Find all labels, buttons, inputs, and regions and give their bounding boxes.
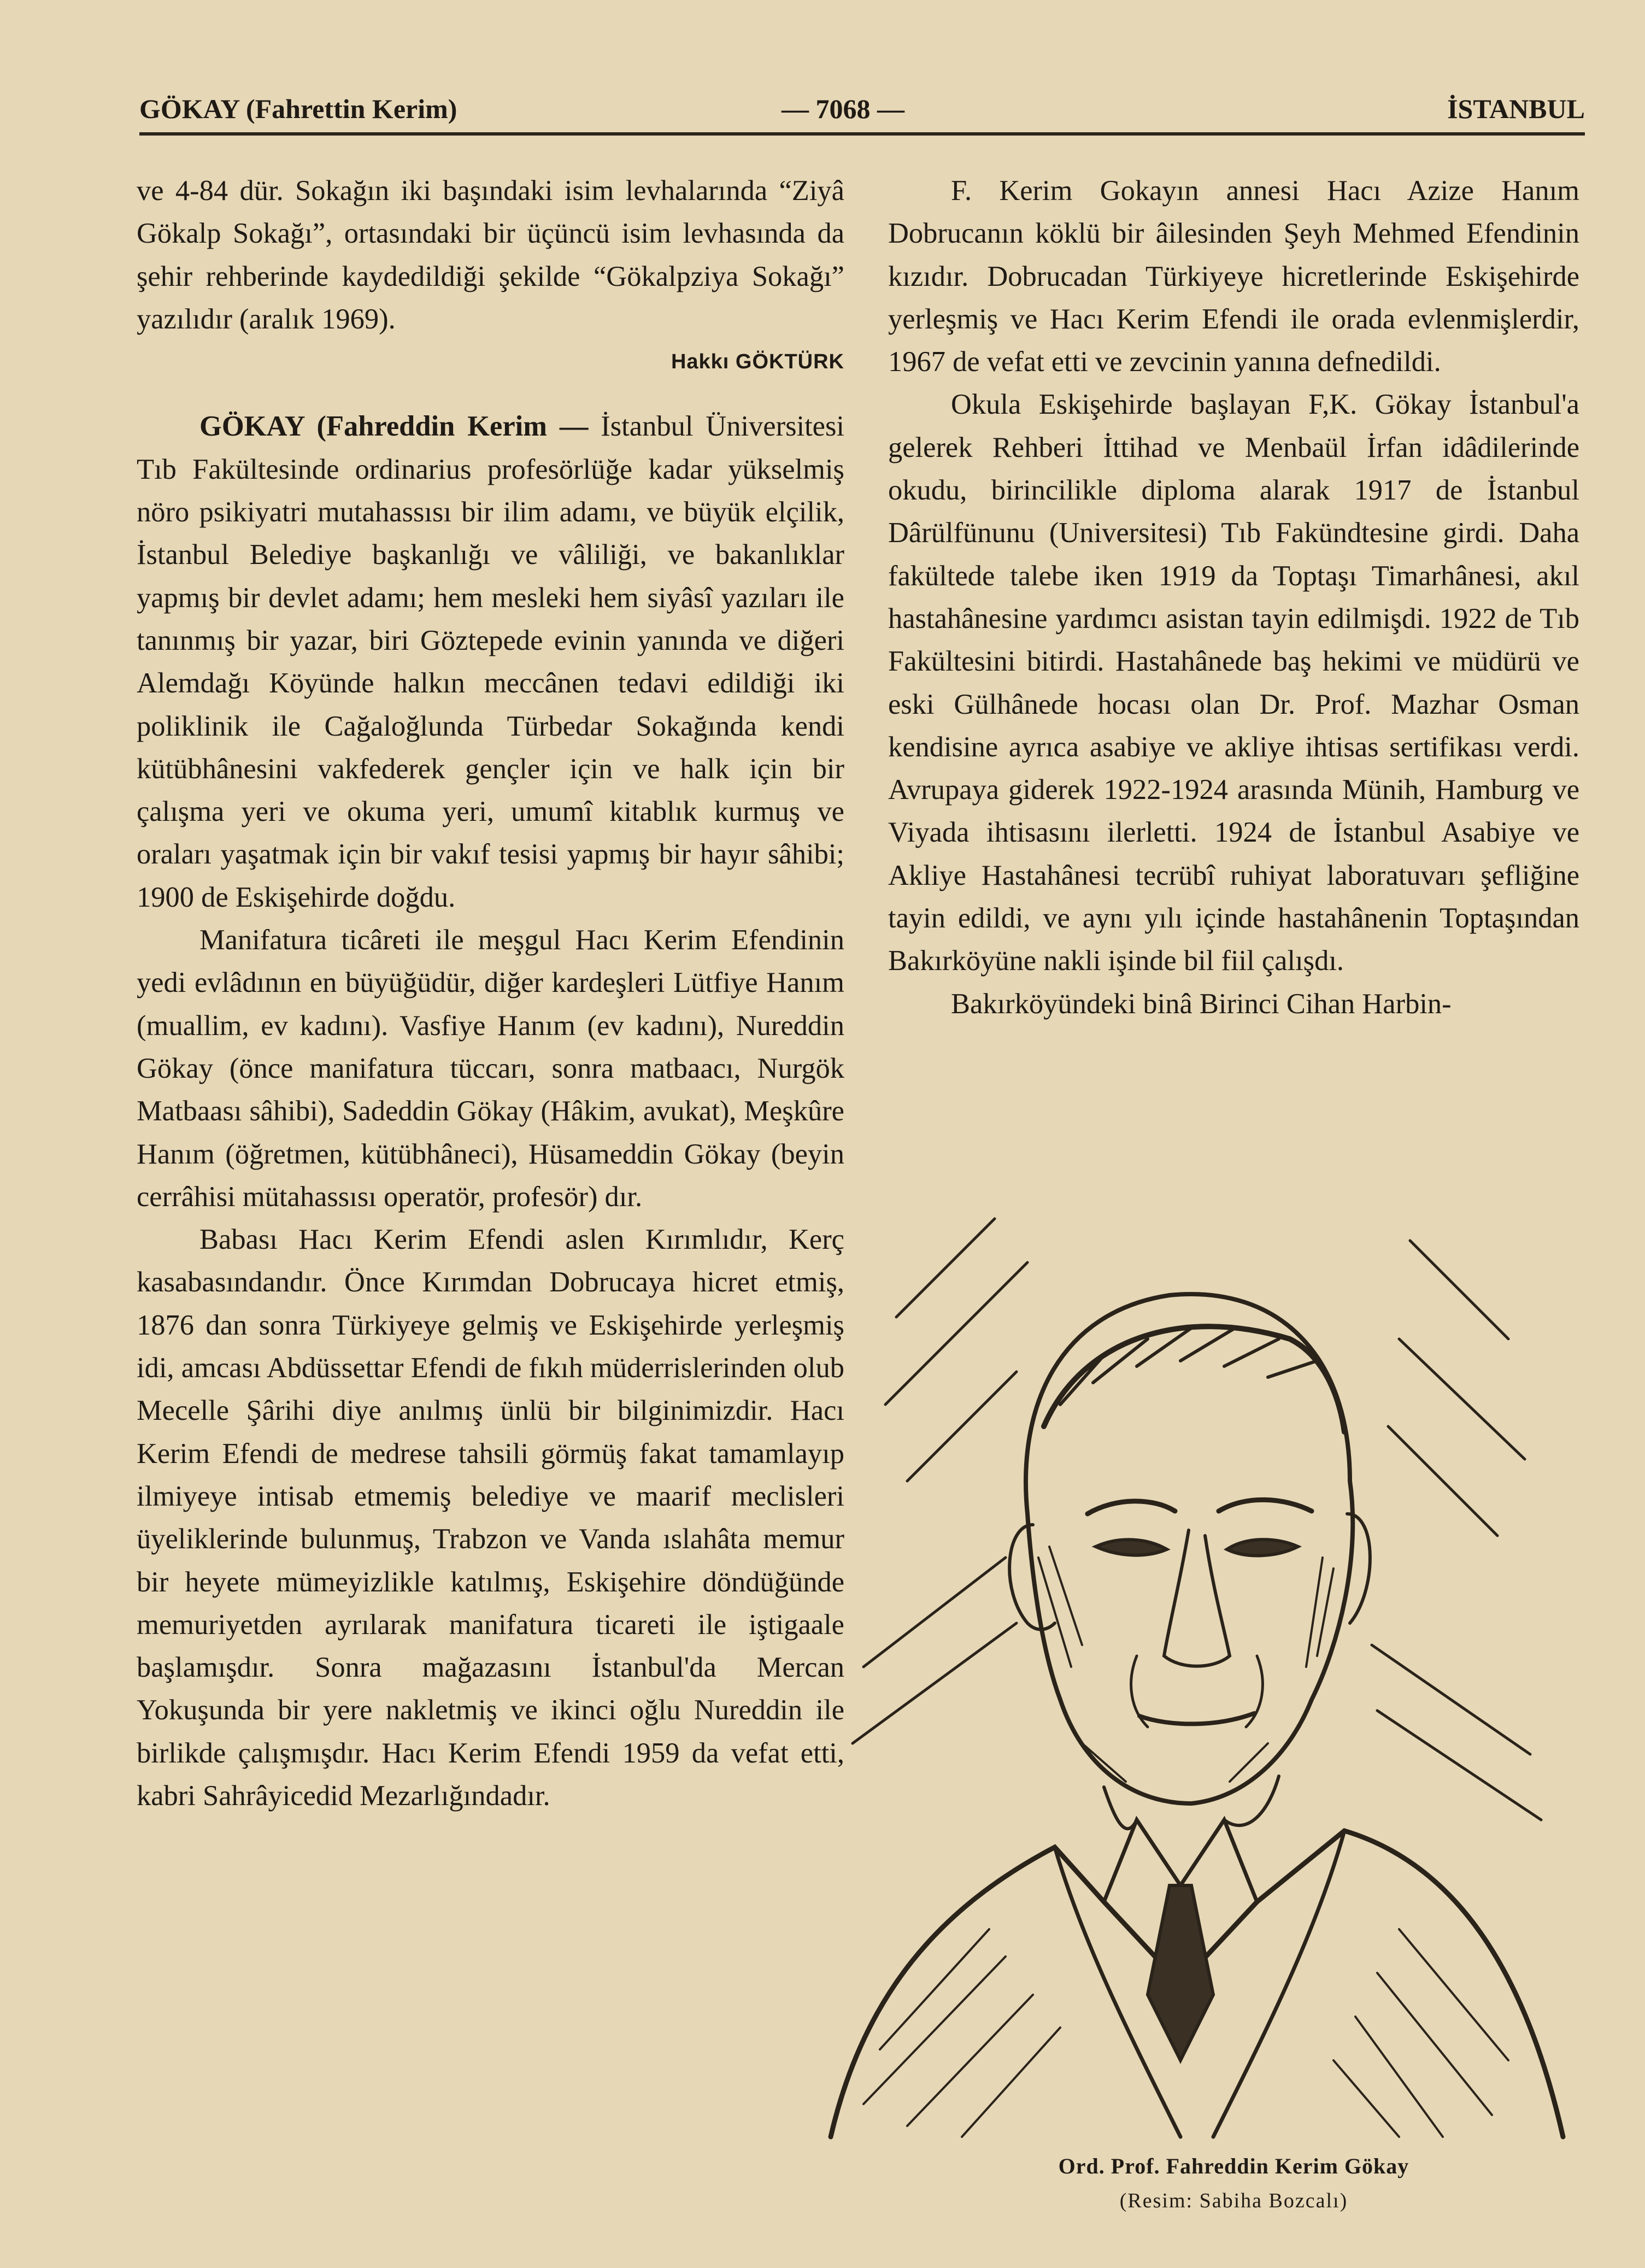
- entry-text: İstanbul Üniversitesi Tıb Fakültesinde ordinarius profesörlüğe kadar yükselmiş nöro psikiyatri mutahassısı bir ilim adamı, ve büyük elçilik, İstanbul Belediye başkanlığı ve vâliliği, ve bakanlıklar yapmış bir devlet adamı; hem mesleki hem siyâsî yazıları ile tanınmış bir yazar, biri Göztepede evinin yanında ve diğeri Alemdağı Köyünde halkın meccânen tedavi edildiği iki poliklinik ile Cağaloğlunda Türbedar Sokağında kendi kütübhânesini vakfederek gençler için ve halk için bir çalışma yeri ve okuma yeri, umumî kitablık kurmuş ve oraları yaşatmak için bir vakıf tesisi yapmış bir hayır sâhibi; 1900 de Eskişehirde doğdu.: [137, 410, 845, 913]
- right-column: [888, 169, 1579, 1025]
- paragraph: Bakırköyündeki binâ Birinci Cihan Harbin-: [951, 988, 1452, 1020]
- paragraph: Okula Eskişehirde başlayan F,K. Gökay İstanbul'a gelerek Rehberi İttihad ve Menbaül İrfan idâdilerinde okudu, birincilikle diploma alarak 1917 de İstanbul Dârülfünunu (Universitesi) Tıb Fakündtesine girdi. Daha fakültede talebe iken 1919 da Toptaşı Timarhânesi, akıl hastahânesine yardımcı asistan tayin edilmişdi. 1922 de Tıb Fakültesini bitirdi. Hastahânede baş hekimi ve müdürü ve eski Gülhânede hocası olan Dr. Prof. Mazhar Osman kendisine ayrıca asabiye ve akliye ihtisas sertifikası verdi. Avrupaya giderek 1922-1924 arasında Münih, Hamburg ve Viyada ihtisasını ilerletti. 1924 de İstanbul Asabiye ve Akliye Hastahânesi tecrübî ruhiyat laboratuvarı şefliğine tayin edildi, ve aynı yılı içinde hastahânenin Toptaşından Bakırköyüne nakli işinde bil fiil çalışdı.: [888, 389, 1579, 977]
- paragraph: Babası Hacı Kerim Efendi aslen Kırımlıdır, Kerç kasabasındandır. Önce Kırımdan Dobrucaya hicret etmiş, 1876 dan sonra Türkiyeye gelmiş ve Eskişehirde yerleşmiş idi, amcası Abdüssettar Efendi de fıkıh müderrislerinden olub Mecelle Şârihi diye anılmış ünlü bir bilginimizdir. Hacı Kerim Efendi de medrese tahsili görmüş fakat tamamlayıp ilmiyeye intisab etmemiş belediye ve maarif meclisleri üyeliklerinde bulunmuş, Trabzon ve Vanda ıslahâta memur bir heyete mümeyizlikle katılmış, Eskişehire döndüğünde memuriyetden ayrılarak manifatura ticareti ile iştigaale başlamışdır. Sonra mağazasını İstanbul'da Mercan Yokuşunda bir yere nakletmiş ve ikinci oğlu Nureddin ile birlikde çalışmışdır. Hacı Kerim Efendi 1959 da vefat etti, kabri Sahrâyicedid Mezarlığındadır.: [137, 1224, 844, 1812]
- paragraph: Manifatura ticâreti ile meşgul Hacı Kerim Efendinin yedi evlâdının en büyüğüdür, diğer kardeşleri Lütfiye Hanım (muallim, ev kadını). Vasfiye Hanım (ev kadını), Nureddin Gökay (önce manifatura tüccarı, sonra matbaacı, Nurgök Matbaası sâhibi), Sadeddin Gökay (Hâkim, avukat), Meşkûre Hanım (öğretmen, kütübhâneci), Hüsameddin Gökay (beyin cerrâhisi mütahassısı operatör, profesör) dır.: [137, 924, 844, 1213]
- portrait-caption: Ord. Prof. Fahreddin Kerim Gökay: [1058, 2154, 1409, 2178]
- header-rule: [139, 132, 1585, 136]
- header-city: İSTANBUL: [1447, 93, 1585, 124]
- portrait-credit: (Resim: Sabiha Bozcalı): [1119, 2189, 1348, 2212]
- portrait-drawing-icon: [798, 1175, 1579, 2148]
- paragraph: ve 4-84 dür. Sokağın iki başındaki isim levhalarında “Ziyâ Gökalp Sokağı”, ortasındaki bir üçüncü isim levhasında da şehir rehberinde kaydedildiği şekilde “Gökalpziya Sokağı” yazılıdır (aralık 1969).: [137, 175, 844, 335]
- running-header: [139, 87, 1585, 131]
- left-column: [137, 169, 844, 1817]
- header-entry-title: GÖKAY (Fahrettin Kerim): [139, 93, 457, 124]
- author-signature: Hakkı GÖKTÜRK: [671, 350, 844, 374]
- entry-heading: GÖKAY (Fahreddin Kerim —: [199, 410, 589, 443]
- entry-paragraph: [137, 405, 844, 919]
- page-number: — 7068 —: [782, 93, 904, 124]
- paragraph: F. Kerim Gokayın annesi Hacı Azize Hanım Dobrucanın köklü bir âilesinden Şeyh Mehmed Efendinin kızıdır. Dobrucadan Türkiyeye hicretlerinde Eskişehirde yerleşmiş ve Hacı Kerim Efendi ile orada evlenmişlerdir, 1967 de vefat etti ve zevcinin yanına defnedildi.: [888, 175, 1579, 378]
